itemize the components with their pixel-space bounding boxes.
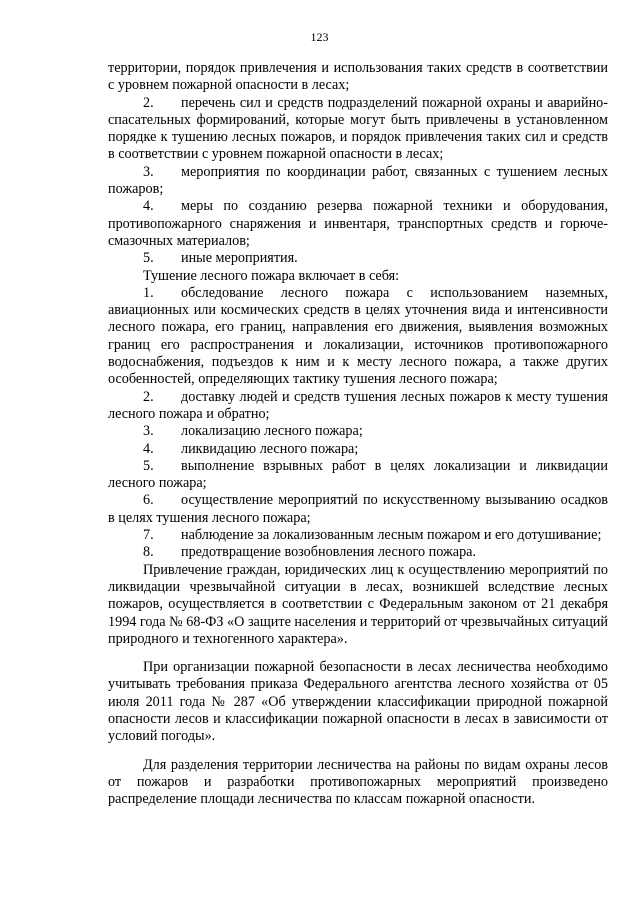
list-number: 7. <box>143 527 154 544</box>
list-item <box>108 423 608 440</box>
paragraph-text: Для разделения территории лесничества на районы по видам охраны лесов от пожаров и разработки противопожарных мероприятий произведено распределение площади лесничества по классам пожарной опасности. <box>108 756 608 808</box>
list-number: 4. <box>143 440 154 457</box>
paragraph <box>108 757 608 809</box>
paragraph-continuation <box>108 60 608 95</box>
list-item-text: иные мероприятия. <box>181 250 298 267</box>
list-item <box>108 458 608 493</box>
list-item-text: локализацию лесного пожара; <box>181 423 363 440</box>
list-item <box>108 198 608 250</box>
paragraph <box>108 268 608 285</box>
list-item-text: перечень сил и средств подразделений пожарной охраны и аварийно-спасательных формирований, которые могут быть привлечены в установленном порядке к тушению лесных пожаров, и порядок привлечения таких сил и средств в соответствии с уровнем пожарной опасности в лесах; <box>108 94 608 163</box>
list-number: 4. <box>143 198 154 215</box>
list-item-text: наблюдение за локализованным лесным пожаром и его дотушивание; <box>181 527 602 544</box>
list-item-text: выполнение взрывных работ в целях локализации и ликвидации лесного пожара; <box>108 457 608 492</box>
list-item <box>108 441 608 458</box>
document-body <box>108 60 608 808</box>
list-number: 6. <box>143 492 154 509</box>
list-number: 2. <box>143 94 154 111</box>
list-item-text: обследование лесного пожара с использованием наземных, авиационных или космических средств в целях уточнения вида и интенсивности лесного пожара, его границ, направления его движения, выявления возможных границ его распространения и локализации, источников противопожарного водоснабжения, подъездов к ним и к месту лесного пожара, а также других особенностей, определяющих тактику тушения лесного пожара; <box>108 284 608 388</box>
paragraph-text: Привлечение граждан, юридических лиц к осуществлению мероприятий по ликвидации чрезвычайной ситуации в лесах, возникшей вследствие лесных пожаров, осуществляется в соответствии с Федеральным законом от 21 декабря 1994 года № 68-ФЗ «О защите населения и территорий от чрезвычайных ситуаций природного и техногенного характера». <box>108 561 608 647</box>
list-item-text: мероприятия по координации работ, связанных с тушением лесных пожаров; <box>108 163 608 198</box>
list-number: 3. <box>143 163 154 180</box>
paragraph-gap <box>108 746 608 757</box>
list-item <box>108 492 608 527</box>
paragraph-gap <box>108 648 608 659</box>
list-item <box>108 527 608 544</box>
list-item <box>108 544 608 561</box>
list-number: 5. <box>143 250 154 267</box>
list-item-text: ликвидацию лесного пожара; <box>181 440 359 457</box>
list-number: 8. <box>143 544 154 561</box>
list-item <box>108 389 608 424</box>
list-number: 3. <box>143 423 154 440</box>
list-number: 5. <box>143 457 154 474</box>
list-item-text: доставку людей и средств тушения лесных пожаров к месту тушения лесного пожара и обратно; <box>108 388 608 422</box>
list-number: 1. <box>143 284 154 301</box>
list-item-text: предотвращение возобновления лесного пожара. <box>181 544 477 561</box>
paragraph <box>108 562 608 648</box>
paragraph-text: При организации пожарной безопасности в лесах лесничества необходимо учитывать требования приказа Федерального агентства лесного хозяйства от 05 июля 2011 года № 287 «Об утверждении классификации природной пожарной опасности лесов и классификации пожарной опасности в лесах в зависимости от условий погоды». <box>108 659 608 745</box>
list-item <box>108 285 608 389</box>
paragraph <box>108 659 608 745</box>
paragraph-text: Тушение лесного пожара включает в себя: <box>143 267 400 284</box>
page-number: 123 <box>310 30 329 44</box>
list-item <box>108 250 608 267</box>
list-item-text: осуществление мероприятий по искусственному вызыванию осадков в целях тушения лесного пожара; <box>108 492 608 526</box>
list-item <box>108 95 608 164</box>
paragraph-text: территории, порядок привлечения и использования таких средств в соответствии с уровнем пожарной опасности в лесах; <box>108 60 608 94</box>
list-number: 2. <box>143 388 154 405</box>
list-item <box>108 164 608 199</box>
list-item-text: меры по созданию резерва пожарной техники и оборудования, противопожарного снаряжения и инвентаря, транспортных средств и горюче-смазочных материалов; <box>108 198 608 249</box>
